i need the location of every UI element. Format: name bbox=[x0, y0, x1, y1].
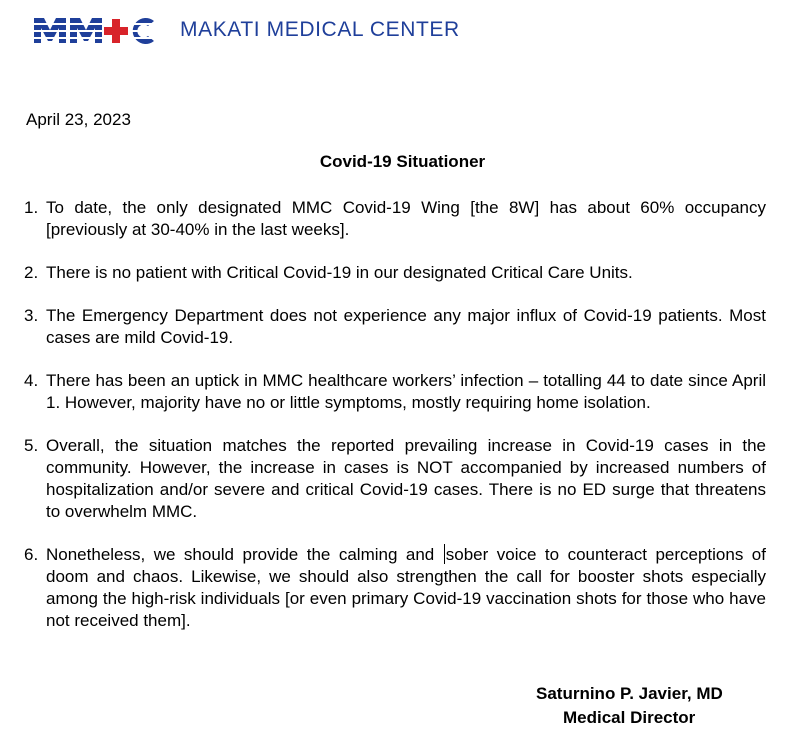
item-text-part: sober voice to counteract perceptions of doom and chaos. Likewise, we should also strengthen the call for booster shots especially among the high-risk individuals [or even primary Covid-19 vaccination shots for those who have not received them]. bbox=[46, 545, 766, 630]
text-cursor bbox=[444, 544, 445, 564]
letterhead bbox=[32, 10, 460, 50]
item-text bbox=[46, 544, 766, 632]
item-number: 2. bbox=[24, 263, 39, 282]
list-item bbox=[24, 305, 766, 349]
item-number: 1. bbox=[24, 198, 39, 217]
letter-date: April 23, 2023 bbox=[26, 110, 131, 129]
item-text: The Emergency Department does not experience any major influx of Covid-19 patients. Most cases are mild Covid-19. bbox=[46, 306, 766, 347]
signatory-title: Medical Director bbox=[563, 708, 696, 727]
item-text: Overall, the situation matches the reported prevailing increase in Covid-19 cases in the community. However, the increase in cases is NOT accompanied by increased numbers of hospitalization and/or severe and critical Covid-19 cases. There is no ED surge that threatens to overwhelm MMC. bbox=[46, 436, 766, 521]
organization-name: MAKATI MEDICAL CENTER bbox=[180, 18, 460, 41]
list-item bbox=[24, 370, 766, 414]
mmc-logo bbox=[32, 13, 172, 47]
signatory-name: Saturnino P. Javier, MD bbox=[536, 684, 723, 703]
list-item bbox=[24, 262, 766, 284]
item-number: 3. bbox=[24, 306, 39, 325]
item-text: To date, the only designated MMC Covid-19 Wing [the 8W] has about 60% occupancy [previously at 30-40% in the last weeks]. bbox=[46, 198, 766, 239]
situation-list bbox=[24, 197, 766, 653]
item-number: 6. bbox=[24, 545, 39, 564]
list-item bbox=[24, 197, 766, 241]
item-number: 5. bbox=[24, 436, 39, 455]
document-title: Covid-19 Situationer bbox=[319, 152, 486, 171]
list-item bbox=[24, 435, 766, 523]
item-number: 4. bbox=[24, 371, 39, 390]
item-text: There has been an uptick in MMC healthcare workers’ infection – totalling 44 to date since April 1. However, majority have no or little symptoms, mostly requiring home isolation. bbox=[46, 371, 766, 412]
item-text: There is no patient with Critical Covid-19 in our designated Critical Care Units. bbox=[46, 263, 633, 282]
item-text-part: Nonetheless, we should provide the calming and bbox=[46, 545, 435, 564]
list-item bbox=[24, 544, 766, 632]
